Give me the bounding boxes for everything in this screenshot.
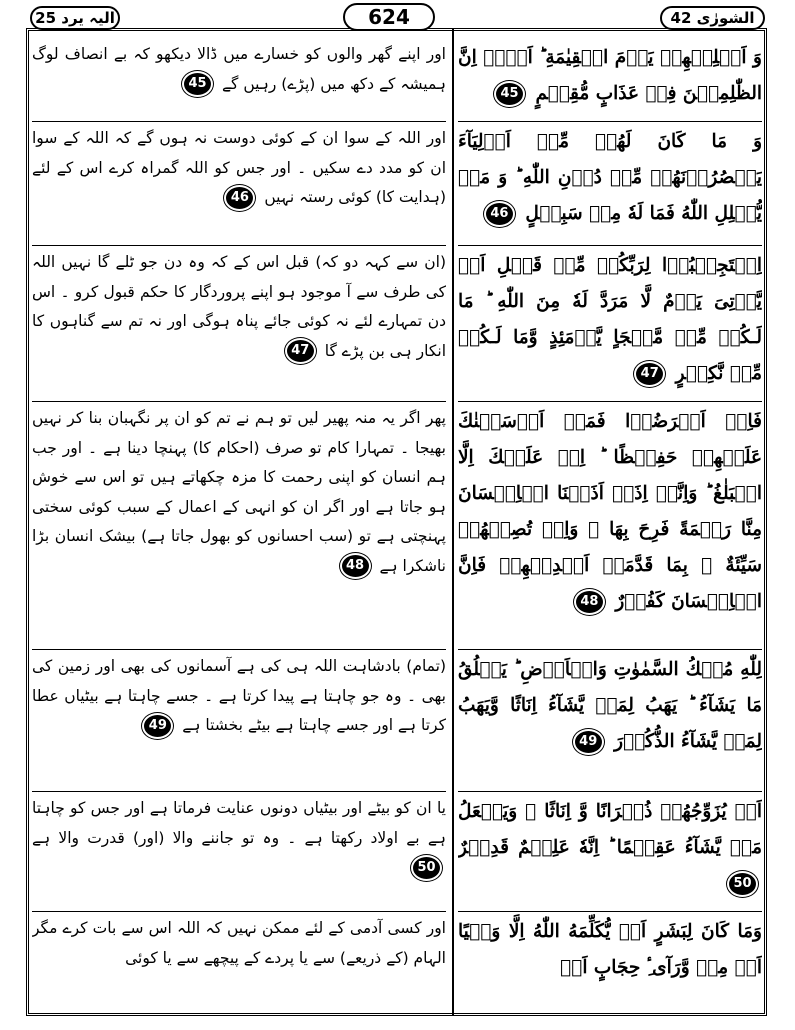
- translation-block: [32, 248, 446, 398]
- para-label: الیہ یرد 25: [30, 6, 120, 30]
- ayah-marker: 45: [494, 81, 525, 107]
- ayah-marker: 50: [727, 871, 758, 897]
- ayah-marker: 46: [484, 201, 515, 227]
- block-separator: [458, 245, 762, 246]
- translation-text: پھر اگر یہ منہ پھیر لیں تو ہم نے تم کو ان پر نگہبان بنا کر نہیں بھیجا ۔ تمہارا کام تو صرف (احکام کا) پہنچا دینا ہے ۔ اور جب ہم انسان کو اپنی رحمت کا مزہ چکھاتے ہیں تو اس سے خوش ہو جاتا ہے اور اگر ان کو انہی کے اعمال کے سبب کوئی سختی پہنچتی ہے تو (سب احسانوں کو بھول جاتا ہے) بیشک انسان بڑا ناشکرا ہے: [32, 409, 446, 575]
- translation-text: (تمام) بادشاہت اللہ ہی کی ہے آسمانوں کی بھی اور زمین کی بھی ۔ وہ جو چاہتا ہے پیدا کرتا ہے ۔ جسے چاہتا ہے بیٹیاں عطا کرتا ہے اور جسے چاہتا ہے بیٹے بخشتا ہے: [32, 657, 446, 734]
- column-divider: [452, 28, 454, 1016]
- translation-text: اور کسی آدمی کے لئے ممکن نہیں کہ اللہ اس سے بات کرے مگر الہام (کے ذریعے) سے یا پردے کے پیچھے سے یا کوئی: [32, 919, 446, 967]
- translation-text: (ان سے کہہ دو کہ) قبل اس کے کہ وہ دن جو ٹلے گا نہیں اللہ کی طرف سے آ موجود ہو اپنے پروردگار کا حکم قبول کرو ۔ اس دن تمہارے لئے نہ کوئی جائے پناہ ہوگی اور نہ تم سے گناہوں کا انکار ہی بن پڑے گا: [32, 253, 446, 360]
- arabic-block: [458, 40, 762, 118]
- block-separator: [32, 245, 446, 246]
- translation-block: [32, 914, 446, 1010]
- translation-column: [32, 40, 446, 1012]
- surah-label: الشورٰی 42: [660, 6, 765, 30]
- arabic-text: وَ اَهۡلِيۡهِمۡ يَوۡمَ الۡقِيٰمَةِ ؕ اَلَاۤ اِنَّ الظّٰلِمِيۡنَ فِىۡ عَذَابٍ مُّقِيۡمٍ: [458, 47, 762, 104]
- translation-text: اور اللہ کے سوا ان کے کوئی دوست نہ ہوں گے کہ اللہ کے سوا ان کو مدد دے سکیں ۔ اور جس کو اللہ گمراہ کرے اس کے لئے (ہدایت کا) کوئی رستہ نہیں: [32, 129, 446, 206]
- translation-text: یا ان کو بیٹے اور بیٹیاں دونوں عنایت فرماتا ہے اور جس کو چاہتا ہے بے اولاد رکھتا ہے ۔ وہ تو جاننے والا (اور) قدرت والا ہے: [32, 799, 446, 847]
- translation-block: [32, 124, 446, 242]
- translation-block: [32, 40, 446, 118]
- ayah-marker: 49: [142, 713, 173, 739]
- arabic-block: [458, 248, 762, 398]
- ayah-marker: 50: [411, 855, 442, 881]
- page-number: 624: [343, 3, 435, 31]
- translation-block: [32, 652, 446, 788]
- block-separator: [32, 649, 446, 650]
- translation-block: [32, 404, 446, 646]
- ayah-marker: 49: [573, 729, 604, 755]
- block-separator: [458, 121, 762, 122]
- block-separator: [458, 911, 762, 912]
- arabic-block: [458, 794, 762, 908]
- translation-block: [32, 794, 446, 908]
- block-separator: [32, 121, 446, 122]
- ayah-marker: 47: [285, 338, 316, 364]
- arabic-text: لِلّٰهِ مُلۡكُ السَّمٰوٰتِ وَالۡاَرۡضِ ؕ يَخۡلُقُ مَا يَشَآءُ ؕ يَهَبُ لِمَنۡ يَّشَآءُ اِنَاثًا وَّيَهَبُ لِمَنۡ يَّشَآءُ الذُّكُوۡرَ: [458, 659, 762, 752]
- arabic-block: [458, 652, 762, 788]
- block-separator: [458, 649, 762, 650]
- ayah-marker: 48: [340, 553, 371, 579]
- arabic-text: وَ مَا كَانَ لَهُمۡ مِّنۡ اَوۡلِيَآءَ يَنۡصُرُوۡنَهُمۡ مِّنۡ دُوۡنِ اللّٰهِ ؕ وَ مَنۡ يُّضۡلِلِ اللّٰهُ فَمَا لَهٗ مِنۡ سَبِيۡلٍ: [458, 131, 762, 224]
- arabic-block: [458, 914, 762, 1010]
- ayah-marker: 46: [224, 185, 255, 211]
- arabic-text: اَوۡ يُزَوِّجُهُمۡ ذُكۡرَانًا وَّ اِنَاثًا ۚ وَيَجۡعَلُ مَنۡ يَّشَآءُ عَقِيۡمًا ؕ اِنَّهٗ عَلِيۡمٌ قَدِيۡرٌ: [458, 801, 762, 858]
- arabic-block: [458, 124, 762, 242]
- block-separator: [458, 401, 762, 402]
- arabic-block: [458, 404, 762, 646]
- translation-text: اور اپنے گھر والوں کو خسارے میں ڈالا دیکھو کہ بے انصاف لوگ ہمیشہ کے دکھ میں (پڑے) رہیں گے: [32, 45, 446, 93]
- arabic-text: فَاِنۡ اَعۡرَضُوۡا فَمَاۤ اَرۡسَلۡنٰكَ عَلَيۡهِمۡ حَفِيۡظًا ؕ اِنۡ عَلَيۡكَ اِلَّا الۡبَلٰغُ ؕ وَاِنَّاۤ اِذَاۤ اَذَقۡنَا الۡاِنۡسَانَ مِنَّا رَحۡمَةً فَرِحَ بِهَا ۚ وَاِنۡ تُصِبۡهُمۡ سَيِّئَةٌ ۢ بِمَا قَدَّمَتۡ اَيۡدِيۡهِمۡ فَاِنَّ الۡاِنۡسَانَ كَفُوۡرٌ: [458, 411, 762, 612]
- ayah-marker: 47: [634, 361, 665, 387]
- arabic-text: اِسۡتَجِيۡبُوۡا لِرَبِّكُمۡ مِّنۡ قَبۡلِ اَنۡ يَّاۡتِىَ يَوۡمٌ لَّا مَرَدَّ لَهٗ مِنَ اللّٰهِ ؕ مَا لَـكُمۡ مِّنۡ مَّلۡجَاٍ يَّوۡمَئِذٍ وَّمَا لَـكُمۡ مِّنۡ نَّكِيۡرٍ: [458, 255, 762, 384]
- block-separator: [32, 791, 446, 792]
- ayah-marker: 45: [182, 71, 213, 97]
- arabic-text: وَمَا كَانَ لِبَشَرٍ اَنۡ يُّكَلِّمَهُ اللّٰهُ اِلَّا وَحۡيًا اَوۡ مِنۡ وَّرَآىٴِ حِجَابٍ اَوۡ: [458, 921, 762, 978]
- block-separator: [32, 911, 446, 912]
- block-separator: [458, 791, 762, 792]
- arabic-column: [458, 40, 762, 1012]
- ayah-marker: 48: [574, 589, 605, 615]
- block-separator: [32, 401, 446, 402]
